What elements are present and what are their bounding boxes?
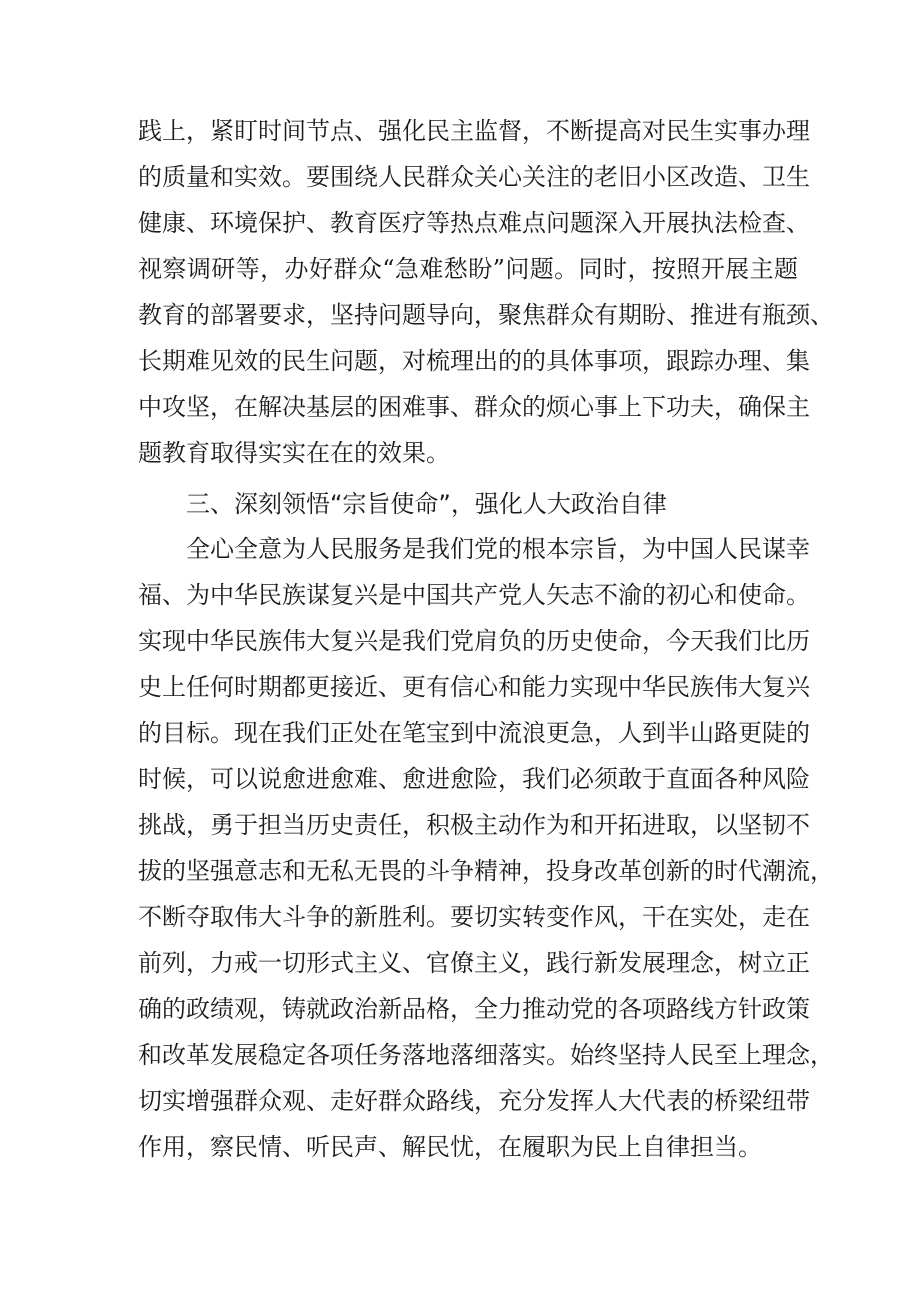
- paragraph2-line-12: 和改革发展稳定各项任务落地落细落实。始终坚持人民至上理念，: [138, 1041, 834, 1069]
- paragraph1-line-3: 健康、环境保护、教育医疗等热点难点问题深入开展执法检查、: [138, 209, 810, 237]
- paragraph2-line-10: 前列，力戒一切形式主义、官僚主义，践行新发展理念，树立正: [138, 949, 810, 977]
- paragraph1-line-2: 的质量和实效。要围绕人民群众关心关注的老旧小区改造、卫生: [138, 163, 810, 191]
- paragraph2-line-13: 切实增强群众观、走好群众路线，充分发挥人大代表的桥梁纽带: [138, 1087, 810, 1115]
- paragraph2-line-9: 不断夺取伟大斗争的新胜利。要切实转变作风，干在实处，走在: [138, 903, 810, 931]
- paragraph1-line-5: 教育的部署要求，坚持问题导向，聚焦群众有期盼、推进有瓶颈、: [138, 301, 834, 329]
- section-heading: 三、深刻领悟“宗旨使命”，强化人大政治自律: [186, 490, 667, 518]
- paragraph2-line-5: 的目标。现在我们正处在笔宝到中流浪更急，人到半山路更陡的: [138, 719, 810, 747]
- paragraph2-line-8: 拔的坚强意志和无私无畏的斗争精神，投身改革创新的时代潮流，: [138, 857, 834, 885]
- paragraph2-line-7: 挑战，勇于担当历史责任，积极主动作为和开拓进取，以坚韧不: [138, 811, 810, 839]
- paragraph1-line-1: 践上，紧盯时间节点、强化民主监督，不断提高对民生实事办理: [138, 117, 810, 145]
- paragraph2-line-11: 确的政绩观，铸就政治新品格，全力推动党的各项路线方针政策: [138, 995, 810, 1023]
- paragraph2-line-3: 实现中华民族伟大复兴是我们党肩负的历史使命，今天我们比历: [138, 627, 810, 655]
- paragraph1-line-8: 题教育取得实实在在的效果。: [138, 439, 450, 467]
- paragraph2-line-14: 作用，察民情、听民声、解民忧，在履职为民上自律担当。: [138, 1133, 762, 1161]
- paragraph2-line-4: 史上任何时期都更接近、更有信心和能力实现中华民族伟大复兴: [138, 673, 810, 701]
- paragraph2-line-6: 时候，可以说愈进愈难、愈进愈险，我们必须敢于直面各种风险: [138, 765, 810, 793]
- paragraph2-line-1: 全心全意为人民服务是我们党的根本宗旨，为中国人民谋幸: [138, 535, 810, 563]
- paragraph1-line-4: 视察调研等，办好群众“急难愁盼”问题。同时，按照开展主题: [138, 255, 798, 283]
- paragraph1-line-6: 长期难见效的民生问题，对梳理出的的具体事项，跟踪办理、集: [138, 347, 810, 375]
- paragraph1-line-7: 中攻坚，在解决基层的困难事、群众的烦心事上下功夫，确保主: [138, 393, 810, 421]
- paragraph2-line-2: 福、为中华民族谋复兴是中国共产党人矢志不渝的初心和使命。: [138, 581, 810, 609]
